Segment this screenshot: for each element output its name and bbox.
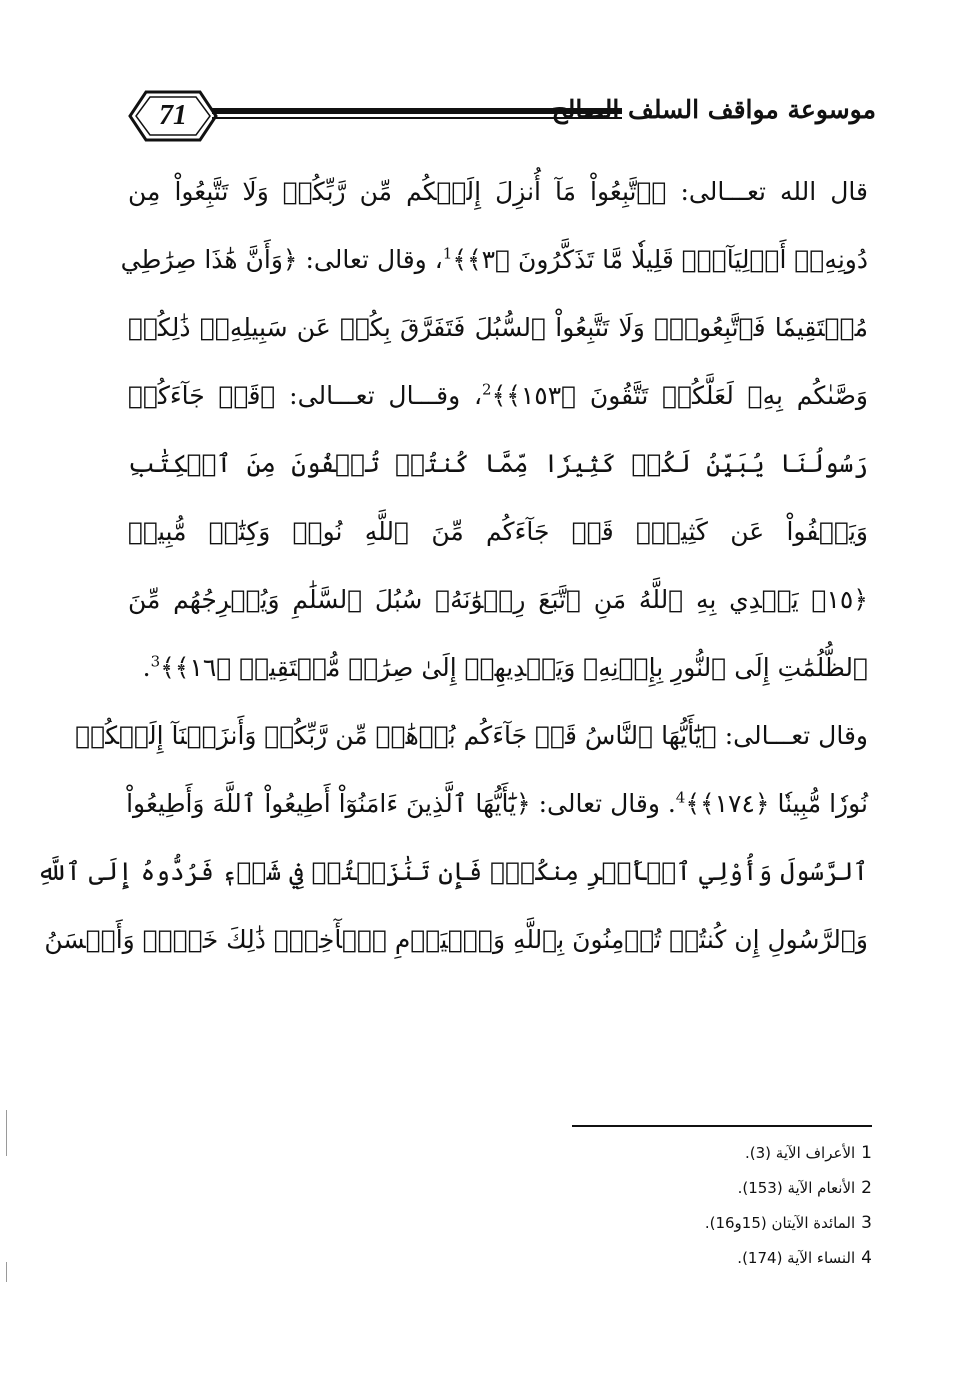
footnote-text: المائدة الآيتان (15و16). <box>704 1214 856 1232</box>
text-line: ﴿١٥﴾ يَهۡدِي بِهِ ٱللَّهُ مَنِ ٱتَّبَعَ رِضۡوَٰنَهُۥ سُبُلَ ٱلسَّلَٰمِ وَيُخۡرِجُهُم مِّنَ <box>128 585 868 614</box>
footnote-item <box>472 1210 872 1245</box>
text-line: رَسُولُنَا يُبَيِّنُ لَكُمۡ كَثِيرٗا مِّمَّا كُنتُمۡ تُخۡفُونَ مِنَ ٱلۡكِتَٰبِ <box>128 449 868 478</box>
text-line: وَٱلرَّسُولِ إِن كُنتُمۡ تُؤۡمِنُونَ بِٱللَّهِ وَٱلۡيَوۡمِ ٱلۡأٓخِرِۚ ذَٰلِكَ خَيۡرٞ وَأَحۡسَنُ <box>44 925 868 954</box>
footnote-marker[interactable]: 4 <box>675 788 686 807</box>
text-line: نُورٗا مُّبِينٗا ﴿١٧٤﴾﴾$^4$. وقال تعالى: ﴿يَٰٓأَيُّهَا ٱلَّذِينَ ءَامَنُوٓاْ أَطِيعُواْ ٱللَّهَ وَأَطِيعُواْ <box>126 788 868 818</box>
page-header <box>128 88 876 148</box>
page-number: 71 <box>159 100 187 131</box>
footnote-marker[interactable]: 3 <box>150 652 161 671</box>
text-line: دُونِهِۦٓ أَوۡلِيَآءَۗ قَلِيلٗا مَّا تَذَكَّرُونَ ﴿٣﴾﴾$^1$، وقال تعالى: ﴿وَأَنَّ هَٰذَا صِرَٰطِي <box>120 244 868 274</box>
text-line: مُسۡتَقِيمٗا فَٱتَّبِعُوهُۖ وَلَا تَتَّبِعُواْ ٱلسُّبُلَ فَتَفَرَّقَ بِكُمۡ عَن سَبِيلِهِۦۚ ذَٰلِكُمۡ <box>128 313 868 342</box>
book-title: موسوعة مواقف السلف الصالح <box>551 95 876 124</box>
text-line: ٱلرَّسُولَ وَأُوْلِي ٱلۡأَمۡرِ مِنكُمۡۖ فَإِن تَنَٰزَعۡتُمۡ فِي شَيۡءٖ فَرُدُّوهُ إِلَى ٱللَّهِ <box>36 857 868 886</box>
footnotes <box>472 1140 872 1280</box>
footnote-text: الأنعام الآية (153). <box>737 1179 856 1197</box>
text-line: ٱلظُّلُمَٰتِ إِلَى ٱلنُّورِ بِإِذۡنِهِۦ وَيَهۡدِيهِمۡ إِلَىٰ صِرَٰطٖ مُّسۡتَقِيمٖ ﴿١٦﴾﴾$^3$. <box>142 652 868 682</box>
page-number-badge <box>128 88 218 144</box>
footnote-text: الأعراف الآية (3). <box>745 1144 856 1162</box>
footnote-item <box>472 1245 872 1280</box>
text-line: وقال تعـــالى: ﴿يَٰٓأَيُّهَا ٱلنَّاسُ قَدۡ جَآءَكُم بُرۡهَٰنٞ مِّن رَّبِّكُمۡ وَأَنزَلۡنَآ إِلَيۡكُمۡ <box>75 721 868 750</box>
text-line: قال الله تعـــالى: ﴿ٱتَّبِعُواْ مَآ أُنزِلَ إِلَيۡكُم مِّن رَّبِّكُمۡ وَلَا تَتَّبِعُواْ مِن <box>128 177 868 206</box>
main-text <box>36 158 868 974</box>
footnote-text: النساء الآية (174). <box>737 1249 856 1267</box>
footnote-number: 1 <box>861 1143 872 1163</box>
text-line: وَيَعۡفُواْ عَن كَثِيرٖۚ قَدۡ جَآءَكُم مِّنَ ٱللَّهِ نُورٞ وَكِتَٰبٞ مُّبِينٞ <box>128 517 868 546</box>
footnote-number: 3 <box>861 1213 872 1233</box>
scan-mark <box>6 1262 7 1282</box>
footnote-number: 2 <box>861 1178 872 1198</box>
footnote-item <box>472 1175 872 1210</box>
footnote-number: 4 <box>861 1248 872 1268</box>
text-line: وَصَّىٰكُم بِهِۦ لَعَلَّكُمۡ تَتَّقُونَ ﴿١٥٣﴾﴾$^2$، وقـــال تعـــالى: ﴿قَدۡ جَآءَكُمۡ <box>128 380 868 410</box>
footnote-item <box>472 1140 872 1175</box>
footnote-separator <box>572 1125 872 1127</box>
scan-mark <box>6 1110 7 1156</box>
footnote-marker[interactable]: 2 <box>482 380 492 399</box>
footnote-marker[interactable]: 1 <box>442 244 453 263</box>
